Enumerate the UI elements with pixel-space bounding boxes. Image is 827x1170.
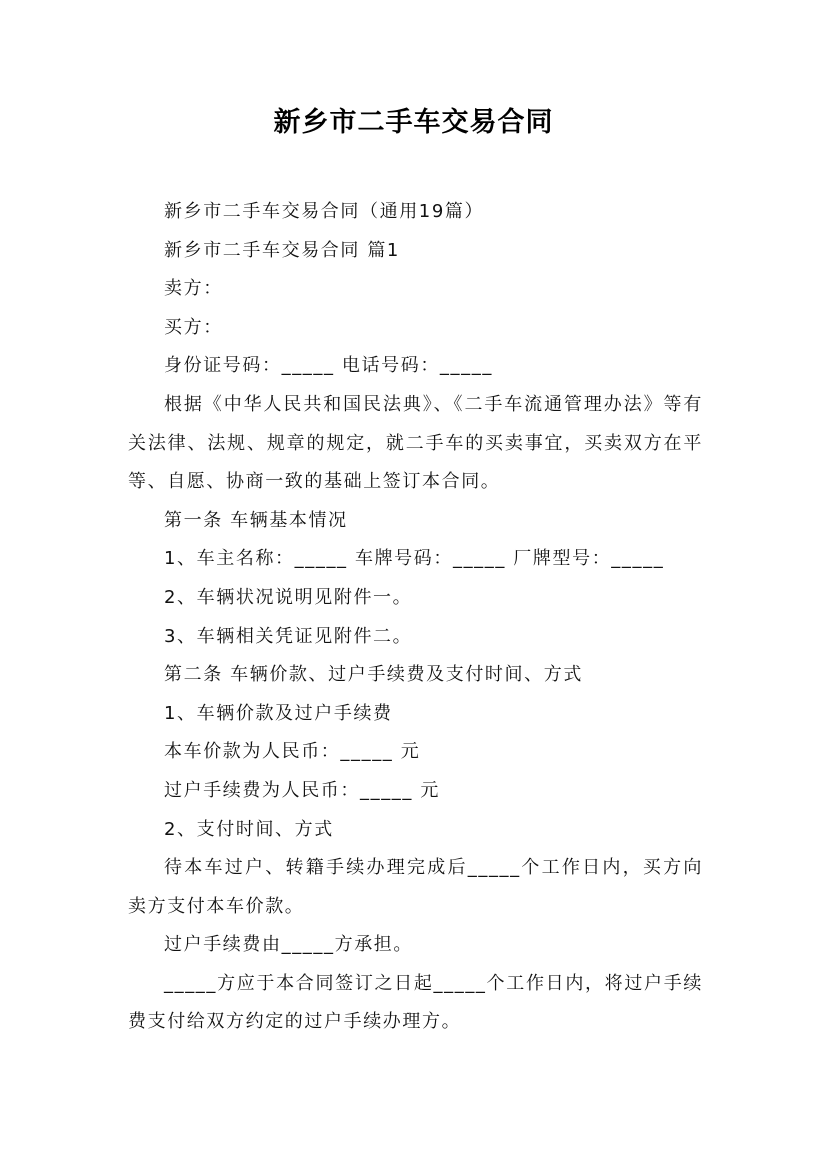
paragraph-price: 本车价款为人民币：_____ 元 (164, 741, 421, 763)
paragraph-transfer-fee: 过户手续费为人民币：_____ 元 (164, 779, 440, 801)
paragraph-id-phone: 身份证号码：_____ 电话号码：_____ (164, 355, 493, 377)
paragraph-seller: 卖方： (164, 278, 223, 300)
document-title: 新乡市二手车交易合同 (273, 107, 554, 138)
paragraph-buyer: 买方： (164, 316, 223, 338)
paragraph-fee-bearer: 过户手续费由_____方承担。 (164, 934, 413, 956)
paragraph-article-1: 第一条 车辆基本情况 (164, 509, 348, 531)
paragraph-item-1-2: 2、车辆状况说明见附件一。 (164, 586, 413, 608)
paragraph-fee-payment: _____方应于本合同签订之日起_____个工作日内，将过户手续费支付给双方约定的过户手续办理方。 (128, 972, 703, 1033)
paragraph-item-2-2: 2、支付时间、方式 (164, 818, 334, 840)
paragraph-preamble: 根据《中华人民共和国民法典》、《二手车流通管理办法》等有关法律、法规、规章的规定，就二手车的买卖事宜，买卖双方在平等、自愿、协商一致的基础上签订本合同。 (128, 393, 703, 493)
paragraph-item-1-3: 3、车辆相关凭证见附件二。 (164, 625, 413, 647)
document-body (128, 193, 703, 1042)
paragraph-item-1-1: 1、车主名称：_____ 车牌号码：_____ 厂牌型号：_____ (164, 548, 665, 570)
paragraph-subtitle: 新乡市二手车交易合同（通用19篇） (164, 201, 485, 222)
paragraph-section-heading: 新乡市二手车交易合同 篇1 (164, 239, 400, 261)
paragraph-item-2-1: 1、车辆价款及过户手续费 (164, 702, 393, 724)
paragraph-payment-timing: 待本车过户、转籍手续办理完成后_____个工作日内，买方向卖方支付本车价款。 (128, 857, 703, 917)
paragraph-article-2: 第二条 车辆价款、过户手续费及支付时间、方式 (164, 664, 583, 686)
